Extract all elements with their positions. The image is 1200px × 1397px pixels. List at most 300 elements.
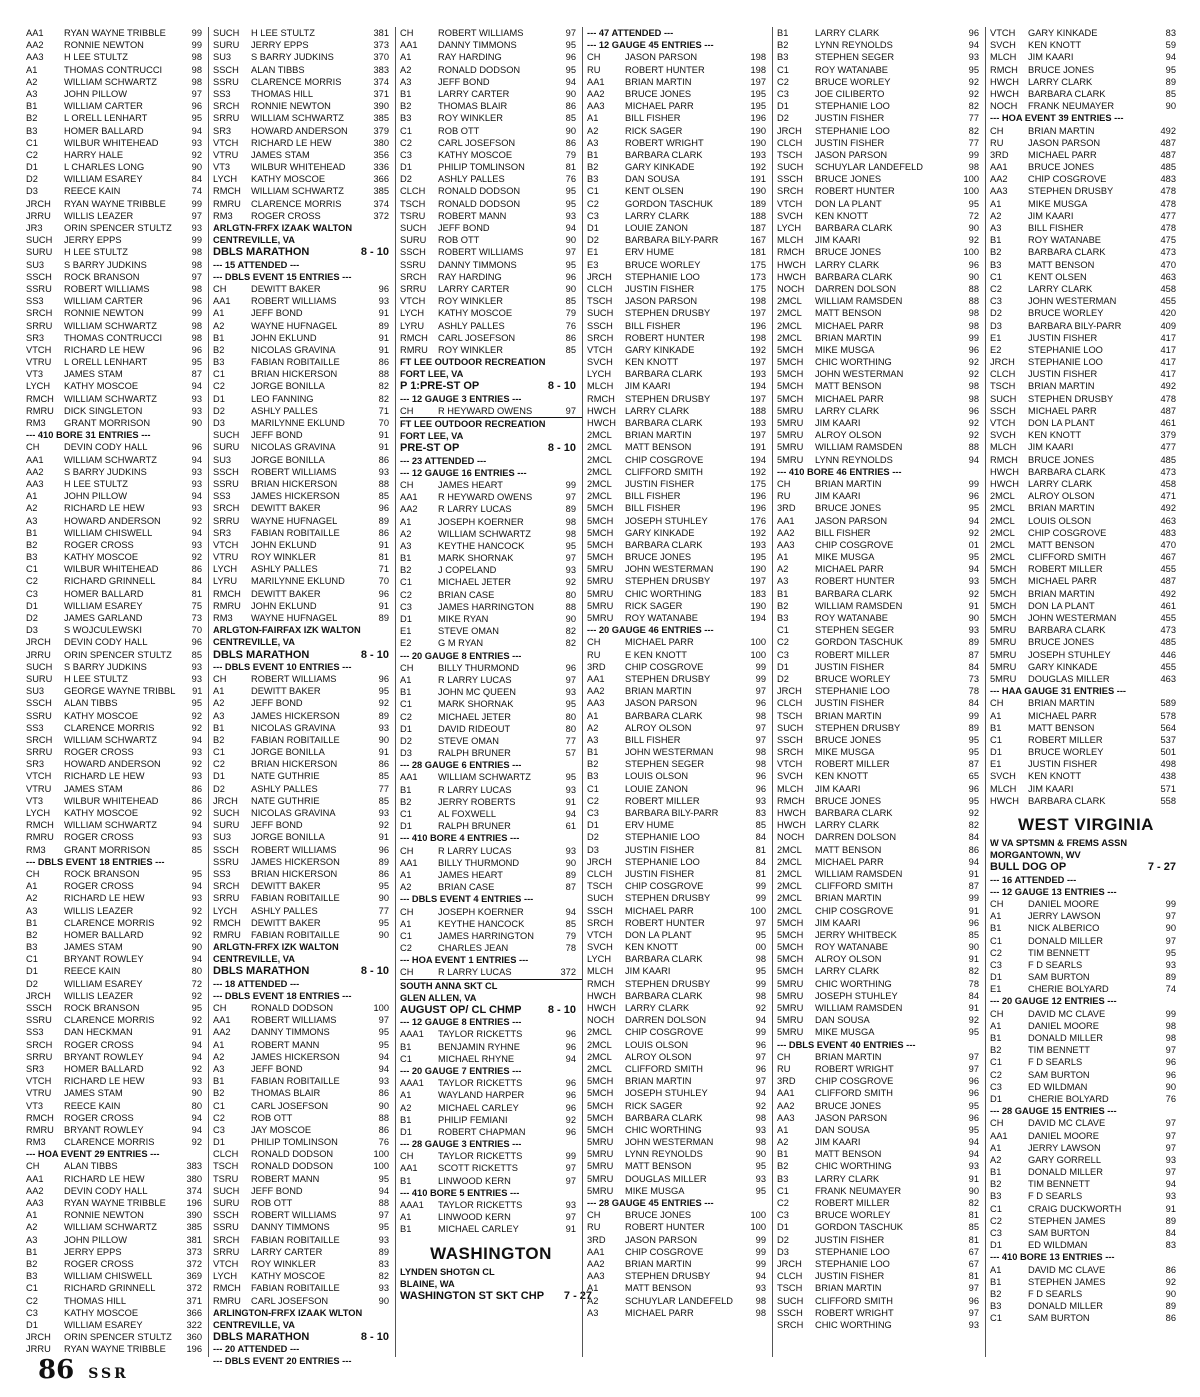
result-row <box>587 1148 772 1160</box>
score: 81 <box>968 1210 979 1221</box>
club-header: GLEN ALLEN, VA <box>400 992 477 1003</box>
result-row <box>990 661 1182 673</box>
score: 564 <box>1160 722 1176 733</box>
score: 96 <box>378 283 389 294</box>
event-header: --- 12 GAUGE 13 ENTRIES --- <box>990 886 1117 897</box>
result-row <box>777 417 985 429</box>
score: 467 <box>1160 552 1176 563</box>
class-code: C1 <box>400 125 412 136</box>
score: 94 <box>565 906 576 917</box>
result-row <box>26 307 208 319</box>
result-row <box>26 770 208 782</box>
shooter-name: ASHLY PALLES <box>251 783 318 794</box>
result-row <box>400 771 582 783</box>
result-row <box>587 1221 772 1233</box>
class-code: D3 <box>26 625 38 636</box>
result-row <box>400 283 582 295</box>
class-code: AA1 <box>400 1163 418 1174</box>
class-code: 2MCL <box>587 491 612 502</box>
score: 72 <box>968 210 979 221</box>
score: 371 <box>373 88 389 99</box>
class-code: CH <box>26 868 40 879</box>
shooter-name: ERV HUME <box>625 247 674 258</box>
class-code: C3 <box>26 588 38 599</box>
class-code: SSCH <box>213 466 239 477</box>
result-row <box>213 1039 395 1051</box>
result-row <box>26 344 208 356</box>
score: 96 <box>378 588 389 599</box>
score: 98 <box>565 528 576 539</box>
result-row <box>990 478 1182 490</box>
result-row <box>213 64 395 76</box>
shooter-name: RICHARD LE HEW <box>64 771 145 782</box>
shooter-name: SAM BURTON <box>1028 1313 1090 1324</box>
score: 94 <box>565 76 576 87</box>
score: 366 <box>186 1307 202 1318</box>
score: 90 <box>565 125 576 136</box>
class-code: C2 <box>213 759 225 770</box>
class-code: C1 <box>26 1283 38 1294</box>
score: 193 <box>750 149 766 160</box>
score: 90 <box>565 857 576 868</box>
class-code: C2 <box>990 947 1002 958</box>
shooter-name: JAMES HICKERSON <box>251 710 340 721</box>
result-row <box>777 161 985 173</box>
score: 95 <box>565 699 576 710</box>
result-row <box>26 1258 208 1270</box>
shooter-name: DOUGLAS MILLER <box>1028 673 1110 684</box>
result-row <box>777 283 985 295</box>
shooter-name: ROGER CROSS <box>64 1039 134 1050</box>
shooter-name: MIKE MUSGA <box>1028 198 1088 209</box>
result-row <box>400 906 582 918</box>
result-row <box>587 185 772 197</box>
score: 81 <box>755 844 766 855</box>
score: 93 <box>755 1124 766 1135</box>
shooter-name: ALAN TIBBS <box>251 64 305 75</box>
result-row <box>400 784 582 796</box>
score: 190 <box>750 137 766 148</box>
result-row <box>777 1270 985 1282</box>
shooter-name: NICOLAS GRAVINA <box>251 442 336 453</box>
class-code: SU3 <box>213 832 232 843</box>
shooter-name: R LARRY LUCAS <box>438 674 512 685</box>
class-code: 5MCH <box>990 613 1017 623</box>
class-code: 5MRU <box>777 430 804 441</box>
shoot-date: 7 - 27 <box>563 1289 593 1302</box>
class-code: CLCH <box>777 698 803 709</box>
shooter-name: JAMES HICKERSON <box>251 1051 340 1062</box>
class-code: B3 <box>26 1271 38 1282</box>
class-code: VT3 <box>213 162 231 173</box>
shooter-name: ROCK BRANSON <box>64 271 140 282</box>
result-row <box>26 661 208 673</box>
score: 98 <box>968 393 979 404</box>
class-code: AA2 <box>587 1258 605 1269</box>
score: 89 <box>968 637 979 648</box>
shooter-name: WILLIAM ESAREY <box>64 174 143 185</box>
score: 492 <box>1160 125 1176 136</box>
shooter-name: BRUCE JONES <box>1028 162 1095 173</box>
class-code: VT3 <box>26 369 44 380</box>
result-row <box>777 1124 985 1136</box>
shooter-name: PHILIP TOMLINSON <box>251 1137 338 1148</box>
result-row <box>777 1075 985 1087</box>
class-code: SURU <box>26 247 53 258</box>
class-code: AA1 <box>213 296 231 307</box>
class-code: LYCH <box>213 564 238 575</box>
shooter-name: MATT BENSON <box>815 844 882 855</box>
score: 99 <box>191 308 202 319</box>
score: 197 <box>750 430 766 441</box>
score: 455 <box>1160 564 1176 575</box>
class-code: RMCH <box>213 186 241 197</box>
score: 197 <box>750 576 766 587</box>
shooter-name: DONALD MILLER <box>1028 1301 1103 1312</box>
score: 463 <box>1160 515 1176 526</box>
class-code: AA3 <box>990 186 1008 197</box>
shoot-date: 8 - 10 <box>360 965 389 978</box>
shooter-name: SCHUYLAR LANDEFELD <box>815 162 923 173</box>
class-code: SS3 <box>213 88 231 99</box>
shooter-name: ROGER CROSS <box>64 832 134 843</box>
result-row <box>26 1100 208 1112</box>
result-row <box>400 735 582 747</box>
shooter-name: S WOJCULEWSKI <box>64 625 142 636</box>
score: 100 <box>963 186 979 197</box>
class-code: B3 <box>587 174 599 185</box>
score: 92 <box>191 552 202 563</box>
result-row <box>990 137 1182 149</box>
class-code: B3 <box>213 357 225 368</box>
shooter-name: MIKE MUSGA <box>815 344 875 355</box>
shooter-name: RONALD DODSON <box>438 198 521 209</box>
score: 90 <box>755 1149 766 1160</box>
score: 96 <box>565 1090 576 1101</box>
score: 92 <box>191 917 202 928</box>
class-code: 2MCL <box>587 1051 612 1062</box>
shooter-name: SCHUYLAR LANDEFELD <box>625 1295 733 1306</box>
result-row <box>587 149 772 161</box>
result-row <box>990 758 1182 770</box>
score: 90 <box>378 893 389 904</box>
result-row <box>990 417 1182 429</box>
shooter-name: ORIN SPENCER STULTZ <box>64 649 172 660</box>
class-code: C3 <box>990 1228 1002 1238</box>
score: 94 <box>191 734 202 745</box>
class-code: HWCH <box>587 990 616 1001</box>
shooter-name: FABIAN ROBITAILLE <box>251 893 340 904</box>
shooter-name: DAN SOUSA <box>815 1124 870 1135</box>
shooter-name: JAMES STAM <box>251 149 310 160</box>
class-code: B3 <box>777 52 789 63</box>
result-row <box>587 856 772 868</box>
shoot-date: 7 - 27 <box>1147 861 1176 874</box>
score: 95 <box>755 1185 766 1196</box>
score: 67 <box>968 1246 979 1257</box>
result-row <box>400 88 582 100</box>
shooter-name: WILLIAM SCHWARTZ <box>251 186 344 197</box>
score: 96 <box>1165 1057 1176 1068</box>
class-code: B2 <box>777 1161 789 1172</box>
class-code: RM3 <box>26 844 46 855</box>
shooter-name: BARBARA CLARK <box>625 990 703 1001</box>
shooter-name: STEPHANIE LOO <box>1028 357 1103 368</box>
result-row <box>26 466 208 478</box>
result-row <box>990 1069 1182 1081</box>
result-row <box>213 770 395 782</box>
shooter-name: JUSTIN FISHER <box>625 868 695 879</box>
result-row <box>777 478 985 490</box>
shooter-name: DANNY TIMMONS <box>438 259 517 270</box>
class-code: C3 <box>777 1210 789 1221</box>
class-code: SUCH <box>400 223 427 233</box>
shooter-name: BRIAN HICKERSON <box>251 478 338 489</box>
class-code: B1 <box>400 1114 412 1125</box>
class-code: A1 <box>400 52 412 63</box>
score: 417 <box>1160 357 1176 368</box>
class-code: B2 <box>213 734 225 745</box>
class-code: B2 <box>990 1288 1002 1299</box>
shooter-name: MICHAEL PARR <box>625 905 694 916</box>
score: 92 <box>968 588 979 599</box>
shooter-name: BRIAN MARTIN <box>815 710 882 721</box>
shooter-name: LOUIE ZANON <box>625 783 689 794</box>
shooter-name: MIKE MUSGA <box>815 747 875 758</box>
result-row <box>26 1197 208 1209</box>
result-row <box>990 380 1182 392</box>
score: 78 <box>968 686 979 697</box>
result-row <box>400 210 582 222</box>
result-row <box>213 1063 395 1075</box>
result-row <box>990 185 1182 197</box>
result-row <box>213 368 395 380</box>
class-code: AA2 <box>26 466 44 477</box>
score: 438 <box>1160 771 1176 782</box>
result-row <box>26 380 208 392</box>
class-code: A1 <box>587 1283 599 1294</box>
shooter-name: BRIAN MARTIN <box>815 1051 882 1062</box>
class-code: A2 <box>777 1137 789 1148</box>
class-code: SS3 <box>26 1027 44 1038</box>
score: 190 <box>750 186 766 197</box>
result-row <box>990 746 1182 758</box>
shooter-name: WILBUR WHITEHEAD <box>251 162 346 173</box>
class-code: C2 <box>777 637 789 648</box>
shooter-name: JEFF BOND <box>251 308 303 319</box>
class-code: 2MCL <box>777 905 802 916</box>
result-row <box>990 51 1182 63</box>
shooter-name: BILL FISHER <box>625 503 681 514</box>
class-code: A2 <box>213 698 225 709</box>
score: 455 <box>1160 296 1176 307</box>
result-row <box>213 1075 395 1087</box>
score: 86 <box>565 101 576 112</box>
result-row <box>26 1075 208 1087</box>
class-code: 5MCH <box>777 357 804 368</box>
shooter-name: KEN KNOTT <box>1028 771 1082 782</box>
class-code: RMRU <box>26 1124 54 1135</box>
result-row <box>26 368 208 380</box>
class-code: RMCH <box>213 1283 241 1294</box>
class-code: CH <box>990 1118 1004 1129</box>
result-row <box>777 770 985 782</box>
shooter-name: JUSTIN FISHER <box>1028 759 1098 770</box>
score: 99 <box>968 149 979 160</box>
shooter-name: BILL FISHER <box>625 320 681 331</box>
score: 85 <box>565 344 576 355</box>
shooter-name: ORIN SPENCER STULTZ <box>64 1332 172 1343</box>
class-code: SSCH <box>213 844 239 855</box>
shooter-name: H LEE STULTZ <box>64 478 128 489</box>
class-code: A1 <box>990 1142 1002 1153</box>
score: 94 <box>755 1271 766 1282</box>
score: 173 <box>750 271 766 282</box>
class-code: RU <box>587 1222 601 1233</box>
class-code: AA1 <box>26 28 44 38</box>
shooter-name: RICHARD LE HEW <box>64 503 145 514</box>
shooter-name: CHIP COSGROVE <box>625 661 704 672</box>
result-row <box>26 990 208 1002</box>
class-code: C1 <box>990 1057 1002 1068</box>
class-code: 3RD <box>777 1076 796 1087</box>
result-row <box>587 100 772 112</box>
result-row <box>587 1209 772 1221</box>
score: 93 <box>565 845 576 856</box>
result-row <box>213 1100 395 1112</box>
shooter-name: WILLIS LEAZER <box>64 210 134 221</box>
shooter-name: STEPHEN SEGER <box>815 52 895 63</box>
score: 59 <box>1165 40 1176 51</box>
shooter-name: ROY WINKLER <box>438 344 503 355</box>
shooter-name: STEVE OMAN <box>438 626 499 637</box>
score: 95 <box>191 113 202 124</box>
class-code: B1 <box>587 149 599 160</box>
score: 88 <box>968 296 979 307</box>
shooter-name: STEPHANIE LOO <box>625 856 700 867</box>
result-row <box>777 307 985 319</box>
class-code: NOCH <box>587 1015 615 1026</box>
score: 89 <box>378 320 389 331</box>
class-code: RMRU <box>400 344 428 355</box>
class-code: LYCH <box>213 174 238 185</box>
shooter-name: BRUCE JONES <box>625 552 692 563</box>
score: 86 <box>565 332 576 343</box>
result-row <box>587 137 772 149</box>
shooter-name: JOHN EKLUND <box>251 600 317 611</box>
score: 100 <box>963 174 979 185</box>
result-row <box>26 515 208 527</box>
result-row <box>400 528 582 540</box>
result-row <box>777 490 985 502</box>
shooter-name: ROY WATANABE <box>815 942 889 953</box>
score: 81 <box>755 868 766 879</box>
shooter-name: F D SEARLS <box>1028 1288 1083 1299</box>
result-row <box>26 1063 208 1075</box>
shooter-name: MICHAEL PARR <box>1028 576 1097 587</box>
result-row <box>990 770 1182 782</box>
shooter-name: BRUCE WORLEY <box>815 76 891 87</box>
class-code: SRRU <box>213 893 240 904</box>
event-header: --- 20 GAUGE 7 ENTRIES --- <box>400 1065 522 1076</box>
result-row <box>26 161 208 173</box>
score: 194 <box>750 381 766 392</box>
class-code: SSCH <box>777 174 803 185</box>
result-row <box>400 1053 582 1065</box>
score: 84 <box>1165 1228 1176 1238</box>
shooter-name: LARRY CARTER <box>251 1246 323 1257</box>
shooter-name: RALPH BRUNER <box>438 748 511 759</box>
result-row <box>400 76 582 88</box>
score: 73 <box>191 613 202 623</box>
score: 470 <box>1160 539 1176 550</box>
score: 92 <box>191 515 202 526</box>
score: 417 <box>1160 369 1176 380</box>
score: 97 <box>1165 935 1176 946</box>
result-row <box>587 478 772 490</box>
class-code: A3 <box>777 576 789 587</box>
result-row <box>26 868 208 880</box>
class-code: LYCH <box>587 954 612 965</box>
result-row <box>400 1077 582 1089</box>
result-row <box>777 393 985 405</box>
class-code: C1 <box>26 137 38 148</box>
result-row <box>213 1234 395 1246</box>
score: 95 <box>565 64 576 75</box>
score: 99 <box>1165 898 1176 909</box>
result-row <box>777 697 985 709</box>
result-row <box>400 246 582 258</box>
result-row <box>26 1026 208 1038</box>
result-row <box>990 1142 1182 1154</box>
shooter-name: DAN SOUSA <box>815 1015 870 1026</box>
score: 98 <box>755 1137 766 1148</box>
score: 193 <box>750 418 766 428</box>
result-row <box>26 819 208 831</box>
score: 85 <box>378 491 389 502</box>
result-row <box>400 918 582 930</box>
score: 95 <box>378 881 389 892</box>
result-row <box>26 64 208 76</box>
shooter-name: JOSEPH KOERNER <box>438 906 524 917</box>
shooter-name: STEPHANIE LOO <box>815 686 890 697</box>
shooter-name: RONALD DODSON <box>438 186 521 197</box>
score: 96 <box>565 1029 576 1040</box>
score: 80 <box>565 711 576 722</box>
result-row <box>213 710 395 722</box>
class-code: 5MRU <box>777 442 804 453</box>
score: 95 <box>565 259 576 270</box>
score: 458 <box>1160 478 1176 489</box>
result-row <box>777 112 985 124</box>
shooter-name: DEWITT BAKER <box>251 503 321 514</box>
shooter-name: GORDON TASCHUK <box>625 198 713 209</box>
result-row <box>26 27 208 39</box>
shooter-name: CARL JOSEFSON <box>438 137 516 148</box>
score: 81 <box>378 552 389 563</box>
score: 87 <box>565 882 576 893</box>
result-row <box>777 746 985 758</box>
result-row <box>26 1160 208 1172</box>
score: 78 <box>968 978 979 989</box>
shooter-name: JEFF BOND <box>251 1185 303 1196</box>
score: 99 <box>755 978 766 989</box>
score: 96 <box>1165 1069 1176 1080</box>
result-row <box>587 1112 772 1124</box>
class-code: JR3 <box>26 223 43 233</box>
class-code: C3 <box>400 149 412 160</box>
class-code: AA1 <box>400 40 418 51</box>
